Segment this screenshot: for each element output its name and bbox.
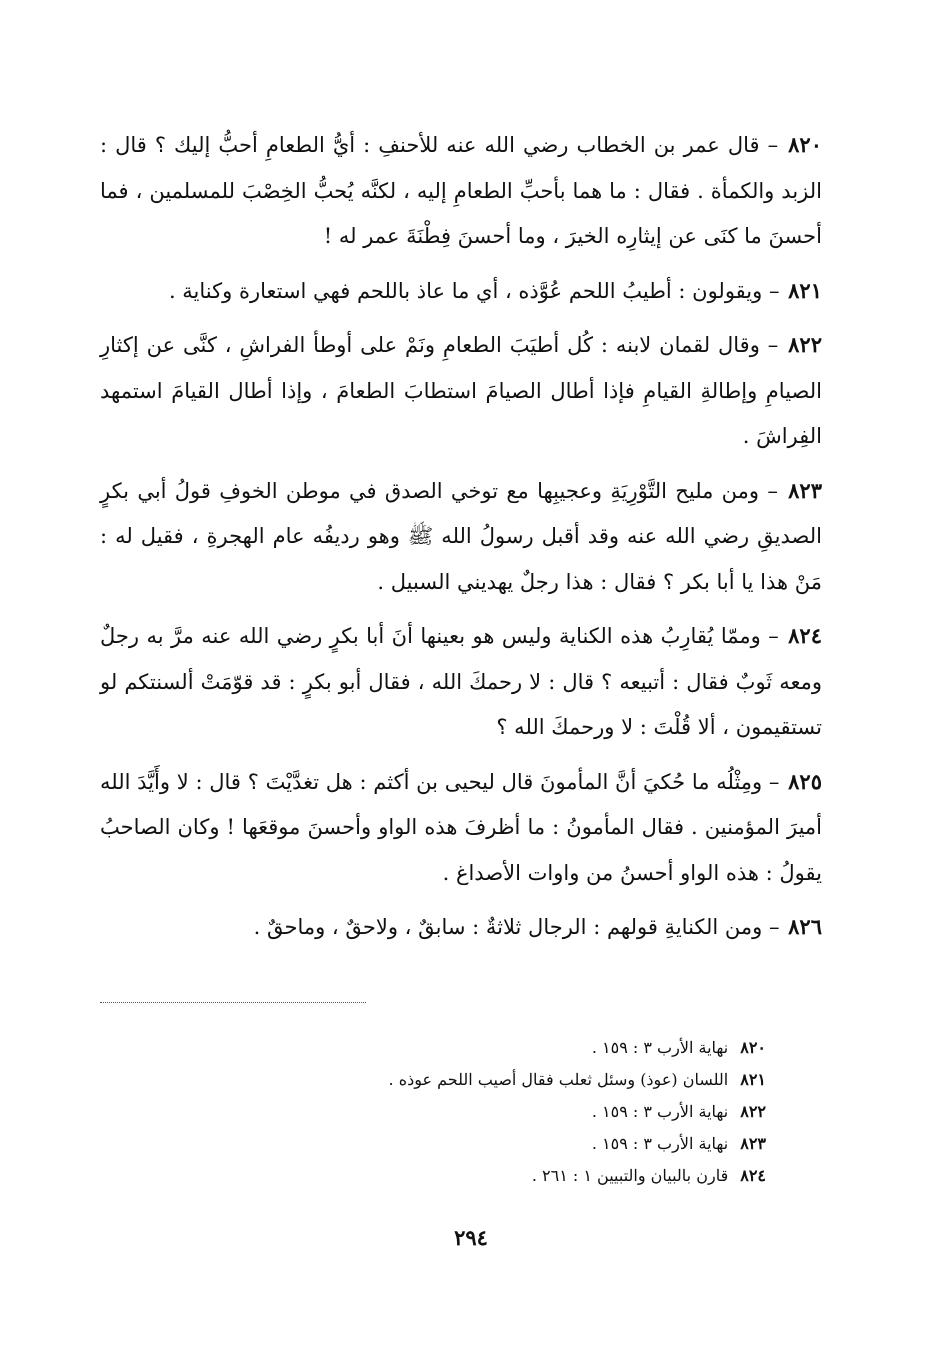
- paragraph-825: [100, 759, 822, 897]
- paragraph-text: – ومن مليح التَّوْرِيَةِ وعجيبِها مع توخي الصدق في موطن الخوفِ قولُ أبي بكرٍ الصديقِ رضي الله عنه وقد أقبل رسولُ الله ﷺ وهو رديفُه عام الهجرةِ ، فقيل له : مَنْ هذا يا أبا بكر ؟ فقال : هذا رجلٌ يهديني السبيل .: [100, 478, 822, 594]
- footnote-number: ٨٢٠: [740, 1038, 766, 1057]
- footnotes: [300, 1032, 766, 1192]
- paragraph-820: [100, 122, 822, 260]
- paragraph-text: – ومِثْلُه ما حُكيَ أنَّ المأمونَ قال ليحيى بن أكثم : هل تغدَّيْتَ ؟ قال : لا وأَيَّدَ الله أميرَ المؤمنين . فقال المأمونُ : ما أظرفَ هذه الواو وأحسنَ موقعَها ! وكان الصاحبُ يقولُ : هذه الواو أحسنُ من واوات الأصداغ .: [100, 769, 822, 885]
- footnote-text: نهاية الأرب ٣ : ١٥٩ .: [591, 1134, 729, 1153]
- footnote-text: نهاية الأرب ٣ : ١٥٩ .: [591, 1038, 729, 1057]
- paragraph-number: ٨٢٦: [788, 914, 822, 939]
- footnote-number: ٨٢١: [740, 1070, 766, 1089]
- paragraph-text: – ومن الكنايةِ قولهم : الرجال ثلاثةٌ : سابقٌ ، ولاحقٌ ، وماحقٌ .: [253, 915, 780, 939]
- paragraph-number: ٨٢٣: [788, 477, 822, 503]
- footnote-821: [300, 1064, 766, 1096]
- paragraph-number: ٨٢٠: [788, 132, 822, 157]
- paragraph-text: – ويقولون : أطيبُ اللحم عُوَّذه ، أي ما عاذ باللحم فهي استعارة وكناية .: [168, 278, 780, 303]
- paragraph-number: ٨٢٥: [788, 768, 822, 794]
- paragraph-number: ٨٢٢: [788, 332, 822, 357]
- footnote-823: [300, 1128, 766, 1160]
- main-text: [100, 122, 822, 959]
- paragraph-number: ٨٢١: [788, 277, 822, 303]
- paragraph-text: – وممّا يُقارِبُ هذه الكناية وليس هو بعينها أنَ أبا بكرٍ رضي الله عنه مرَّ به رجلٌ ومعه ثَوبٌ فقال : أتبيعه ؟ قال : لا رحمكَ الله ، فقال أبو بكرٍ : قد قوّمَتْ ألسنتكم لو تستقيمون ، ألا قُلْتَ : لا ورحمكَ الله ؟: [100, 624, 822, 739]
- paragraph-number: ٨٢٤: [788, 623, 822, 648]
- footnote-number: ٨٢٢: [740, 1102, 766, 1121]
- paragraph-821: [100, 268, 822, 315]
- footnote-text: نهاية الأرب ٣ : ١٥٩ .: [591, 1102, 729, 1121]
- footnote-text: اللسان (عوذ) وسئل ثعلب فقال أصيب اللحم عوذه .: [388, 1070, 729, 1089]
- paragraph-text: – وقال لقمان لابنه : كُل أطيَبَ الطعامِ ونَمْ على أوطأ الفراشِ ، كنَّى عن إكثارِ الصيامِ وإطالةِ القيامِ فإذا أطال الصيامَ استطابَ الطعامَ ، وإذا أطال القيامَ استمهد الفِراشَ .: [100, 333, 822, 448]
- page-number: ٢٩٤: [454, 1225, 488, 1250]
- paragraph-823: [100, 468, 822, 606]
- footnote-number: ٨٢٤: [740, 1166, 766, 1185]
- paragraph-826: [100, 904, 822, 951]
- paragraph-text: – قال عمر بن الخطاب رضي الله عنه للأحنفِ : أيُّ الطعامِ أحبُّ إليك ؟ قال : الزبد والكمأة . فقال : ما هما بأحبِّ الطعامِ إليه ، لكنَّه يُحبُّ الخِصْبَ للمسلمين ، فما أحسنَ ما كنَى عن إيثارِه الخيرَ ، وما أحسنَ فِطْنَةَ عمر له !: [100, 133, 822, 248]
- footnote-divider: [100, 1002, 366, 1003]
- footnote-number: ٨٢٣: [740, 1134, 766, 1153]
- paragraph-822: [100, 322, 822, 460]
- footnote-820: [300, 1032, 766, 1064]
- paragraph-824: [100, 613, 822, 751]
- footnote-822: [300, 1096, 766, 1128]
- footnote-824: [300, 1160, 766, 1192]
- footnote-text: قارن بالبيان والتبيين ١ : ٢٦١ .: [531, 1166, 729, 1185]
